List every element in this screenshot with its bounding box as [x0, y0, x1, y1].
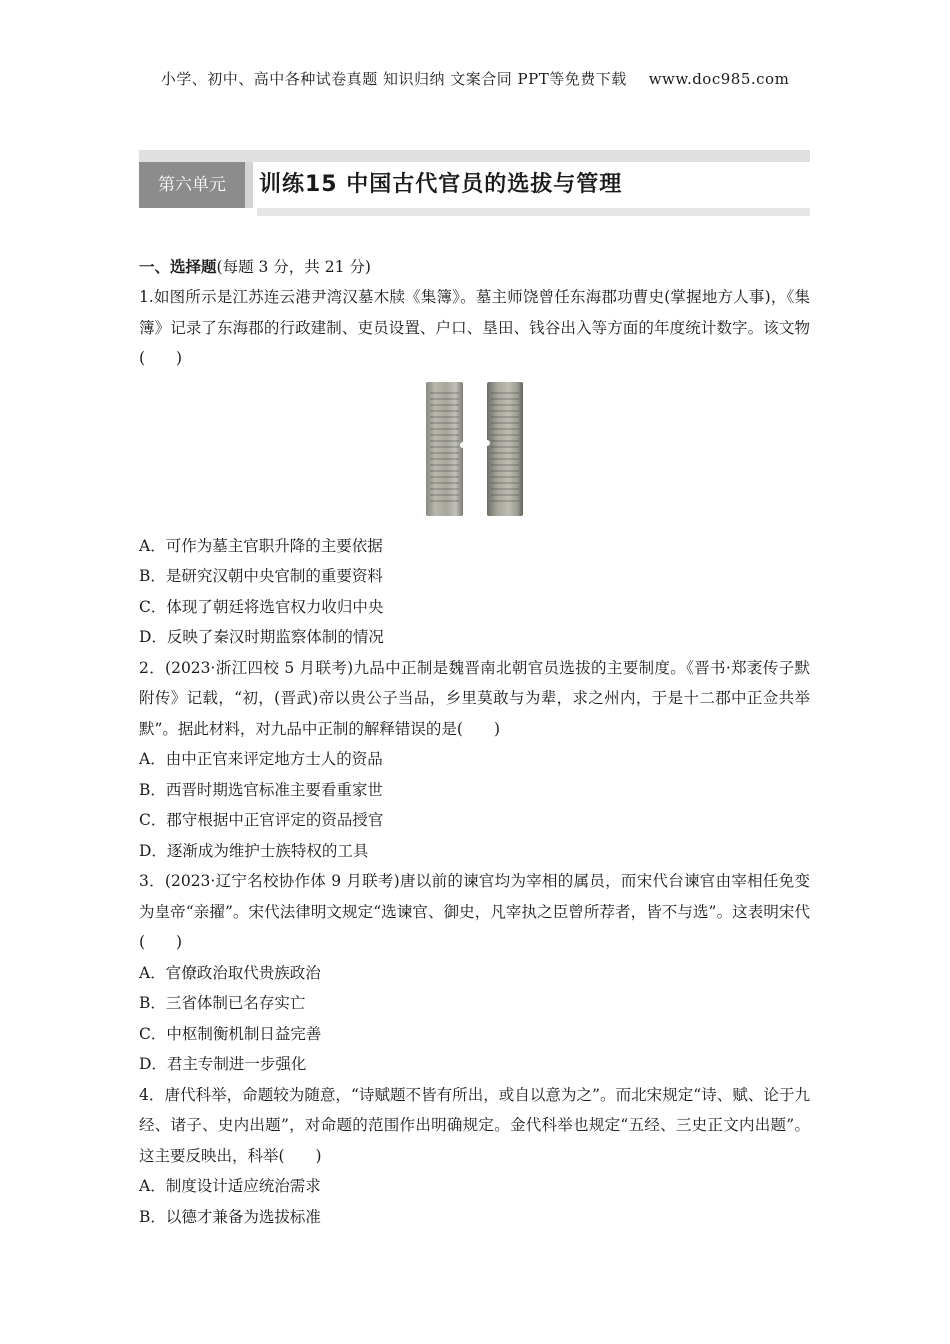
option-a: A．由中正官来评定地方士人的资品 — [139, 750, 383, 768]
unit-tag: 第六单元 — [139, 162, 245, 208]
section-title — [139, 252, 810, 282]
option-c: C．中枢制衡机制日益完善 — [139, 1024, 322, 1043]
option-a: A．可作为墓主官职升降的主要依据 — [139, 536, 383, 555]
question-2 — [139, 653, 810, 867]
question-stem: 2．(2023·浙江四校 5 月联考)九品中正制是魏晋南北朝官员选拔的主要制度。《晋书·郑袤传子默附传》记载，“初，(晋武)帝以贵公子当品，乡里莫敢与为辈，求之州内，于是十二郡中正佥共举默”。据此材料，对九品中正制的解释错误的是( ) — [139, 658, 810, 738]
option-c: C．体现了朝廷将选官权力收归中央 — [139, 597, 384, 616]
question-stem: 4．唐代科举，命题较为随意，“诗赋题不皆有所出，或自以意为之”。而北宋规定“诗、赋、论于九经、诸子、史内出题”，对命题的范围作出明确规定。金代科举也规定“五经、三史正文内出题”。这主要反映出，科举( ) — [139, 1085, 810, 1165]
exercise-content — [139, 252, 810, 1232]
banner-bottom-bar — [257, 208, 810, 216]
option-c: C．郡守根据中正官评定的资品授官 — [139, 811, 384, 829]
question-stem: 3．(2023·辽宁名校协作体 9 月联考)唐以前的谏官均为宰相的属员，而宋代台谏官由宰相任免变为皇帝“亲擢”。宋代法律明文规定“选谏官、御史，凡宰执之臣曾所荐者，皆不与选”。这表明宋代( ) — [139, 872, 810, 951]
wooden-slip-image — [487, 382, 523, 516]
option-d: D．逐渐成为维护士族特权的工具 — [139, 841, 369, 860]
wooden-slips-figure — [139, 382, 810, 527]
section-note: (每题 3 分，共 21 分) — [216, 258, 371, 276]
wooden-slip-image — [426, 382, 463, 516]
option-b: B．以德才兼备为选拔标准 — [139, 1207, 321, 1226]
option-b: B．三省体制已名存实亡 — [139, 994, 306, 1012]
header-site-link[interactable]: www.doc985.com — [648, 70, 790, 88]
question-stem: 1.如图所示是江苏连云港尹湾汉墓木牍《集簿》。墓主师饶曾任东海郡功曹史(掌握地方人事)，《集簿》记录了东海郡的行政建制、吏员设置、户口、垦田、钱谷出入等方面的年度统计数字。该文物( ) — [139, 288, 810, 367]
header-text: 小学、初中、高中各种试卷真题 知识归纳 文案合同 PPT等免费下载 — [160, 70, 627, 88]
option-b: B．是研究汉朝中央官制的重要资料 — [139, 567, 383, 585]
unit-tag-shade — [245, 162, 253, 208]
question-4 — [139, 1080, 810, 1233]
unit-title: 训练15 中国古代官员的选拔与管理 — [259, 172, 623, 197]
option-b: B．西晋时期选官标准主要看重家世 — [139, 780, 383, 799]
banner-top-bar — [139, 150, 810, 162]
option-a: A．官僚政治取代贵族政治 — [139, 963, 321, 982]
option-d: D．君主专制进一步强化 — [139, 1055, 307, 1073]
unit-banner — [139, 150, 810, 222]
option-a: A．制度设计适应统治需求 — [139, 1177, 321, 1195]
question-3 — [139, 866, 810, 1080]
option-d: D．反映了秦汉时期监察体制的情况 — [139, 628, 384, 646]
question-1 — [139, 282, 810, 653]
section-heading: 一、选择题 — [139, 258, 217, 276]
page-header — [0, 68, 950, 89]
